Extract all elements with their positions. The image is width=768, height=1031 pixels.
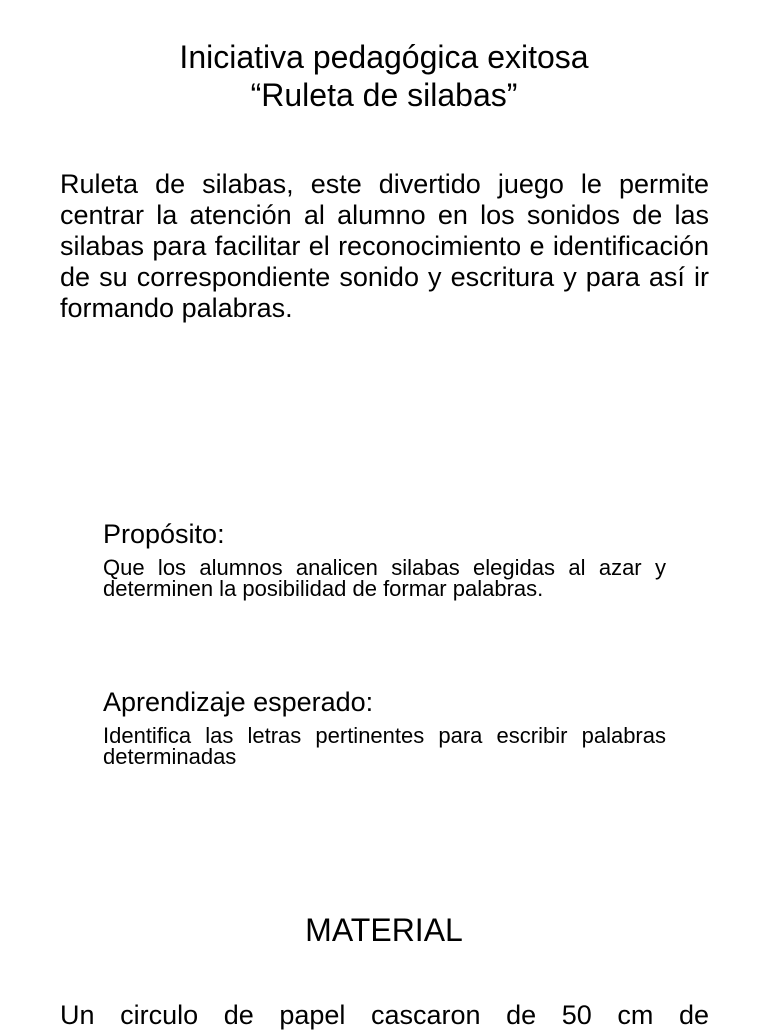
intro-paragraph: Ruleta de silabas, este divertido juego le permite centrar la atención al alumno en los sonidos de las silabas para facilitar el reconocimiento e identificación de su correspondiente sonido y escritura y para así ir formando palabras. xyxy=(60,169,709,323)
page-title: Iniciativa pedagógica exitosa xyxy=(179,39,589,75)
learning-heading: Aprendizaje esperado: xyxy=(103,687,374,717)
purpose-heading: Propósito: xyxy=(103,519,225,549)
material-heading: MATERIAL xyxy=(305,912,463,948)
purpose-text: Que los alumnos analicen silabas elegidas al azar y determinen la posibilidad de formar palabras. xyxy=(103,555,666,601)
page-subtitle: “Ruleta de silabas” xyxy=(250,77,518,113)
learning-text: Identifica las letras pertinentes para escribir palabras determinadas xyxy=(103,723,666,769)
material-text: Un circulo de papel cascaron de 50 cm de xyxy=(60,1000,709,1030)
